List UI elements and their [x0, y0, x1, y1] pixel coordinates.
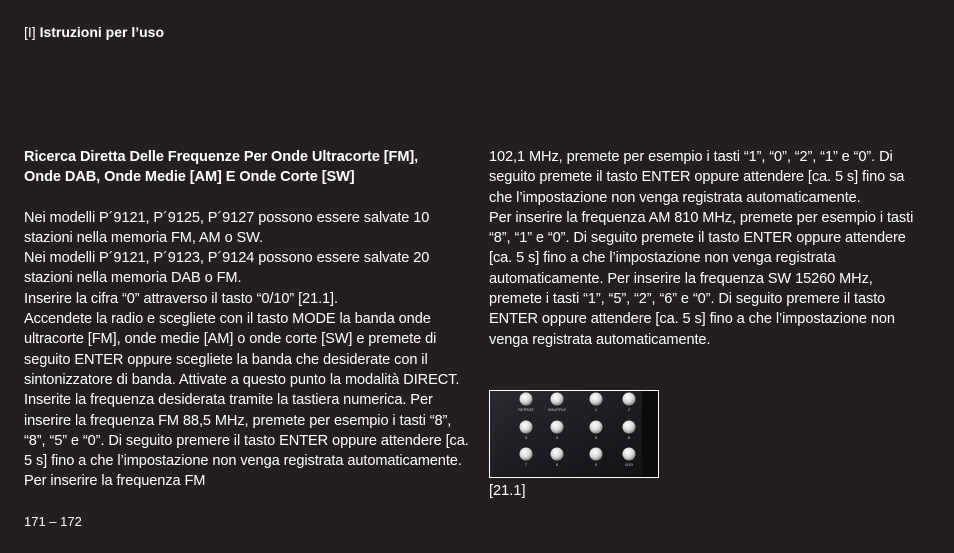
language-tag: [I]	[24, 24, 36, 40]
keypad-button	[623, 393, 636, 406]
section-heading	[24, 147, 474, 188]
left-column	[24, 147, 474, 492]
keypad-button-label: 6	[627, 435, 631, 440]
figure-caption: [21.1]	[489, 483, 526, 499]
keypad-button	[520, 421, 533, 434]
keypad-button-label: 3	[524, 435, 528, 440]
keypad-button	[623, 421, 636, 434]
keypad-button	[590, 448, 603, 461]
keypad-button-label: 8	[555, 462, 559, 467]
heading-line-1: Ricerca Diretta Delle Frequenze Per Onde Ultracorte [FM],	[24, 149, 419, 165]
keypad-button-label: 0/10	[625, 462, 633, 467]
page-number: 171 – 172	[24, 514, 82, 529]
keypad-button-label: 2	[627, 407, 631, 412]
keypad-button	[551, 448, 564, 461]
keypad-button-label: SHUFFLE	[547, 407, 567, 412]
keypad-button-label: REPEAT	[518, 407, 534, 412]
keypad-button	[551, 393, 564, 406]
keypad-button	[590, 421, 603, 434]
keypad-button	[551, 421, 564, 434]
keypad-button	[520, 448, 533, 461]
paragraph-zero-key: Inserire la cifra “0” attraverso il tasto “0/10” [21.1].	[24, 290, 338, 307]
keypad-button-label: 7	[524, 462, 528, 467]
right-column	[489, 147, 919, 350]
heading-line-2: Onde DAB, Onde Medie [AM] E Onde Corte [SW]	[24, 169, 355, 186]
keypad-button-label: 9	[594, 462, 598, 467]
keypad-button-label: 5	[594, 435, 598, 440]
keypad-button-label: 4	[555, 435, 559, 440]
paragraph-instructions: Accendete la radio e scegliete con il tasto MODE la banda onde ultracorte [FM], onde medie [AM] o onde corte [SW] e premete di seguito ENTER oppure scegliete la banda che desiderate con il sintonizzatore di banda. Attivate a questo punto la modalità DIRECT. Inserite la frequenza desiderata tramite la tastiera numerica. Per inserire la frequenza FM 88,5 MHz, premete per esempio i tasti “8”, “8”, “5” e “0”. Di seguito premere il tasto ENTER oppure attendere [ca. 5 s] fino a che l’impostazione non venga registrata automaticamente. Per inserire la frequenza FM	[24, 311, 469, 490]
paragraph-am-sw-example: Per inserire la frequenza AM 810 MHz, premete per esempio i tasti “8”, “1” e “0”. Di seguito premete il tasto ENTER oppure attendere [ca. 5 s] fino a che l’impostazione non venga registrata automaticamente. Per inserire la frequenza SW 15260 MHz, premete i tasti “1”, “5”, “2”, “6” e “0”. Di seguito premere il tasto ENTER oppure attendere [ca. 5 s] fino a che l’impostazione non venga registrata automaticamente.	[489, 209, 914, 348]
paragraph-fm-example: 102,1 MHz, premete per esempio i tasti “1”, “0”, “2”, “1” e “0”. Di seguito premete il tasto ENTER oppure attendere [ca. 5 s] fino sa che l’impostazione non venga registrata automaticamente.	[489, 149, 905, 206]
keypad-illustration	[490, 391, 658, 477]
page-header	[24, 23, 164, 41]
paragraph-models-10: Nei modelli P´9121, P´9125, P´9127 possono essere salvate 10 stazioni nella memoria FM, AM o SW.	[24, 209, 430, 246]
keypad-button	[590, 393, 603, 406]
keypad-button	[520, 393, 533, 406]
remote-keypad-image	[489, 390, 659, 478]
keypad-button-label: 1	[594, 407, 598, 412]
keypad-button	[623, 448, 636, 461]
keypad-edge	[642, 391, 658, 477]
header-title: Istruzioni per l’uso	[39, 24, 165, 40]
paragraph-models-20: Nei modelli P´9121, P´9123, P´9124 possono essere salvate 20 stazioni nella memoria DAB o FM.	[24, 250, 430, 287]
